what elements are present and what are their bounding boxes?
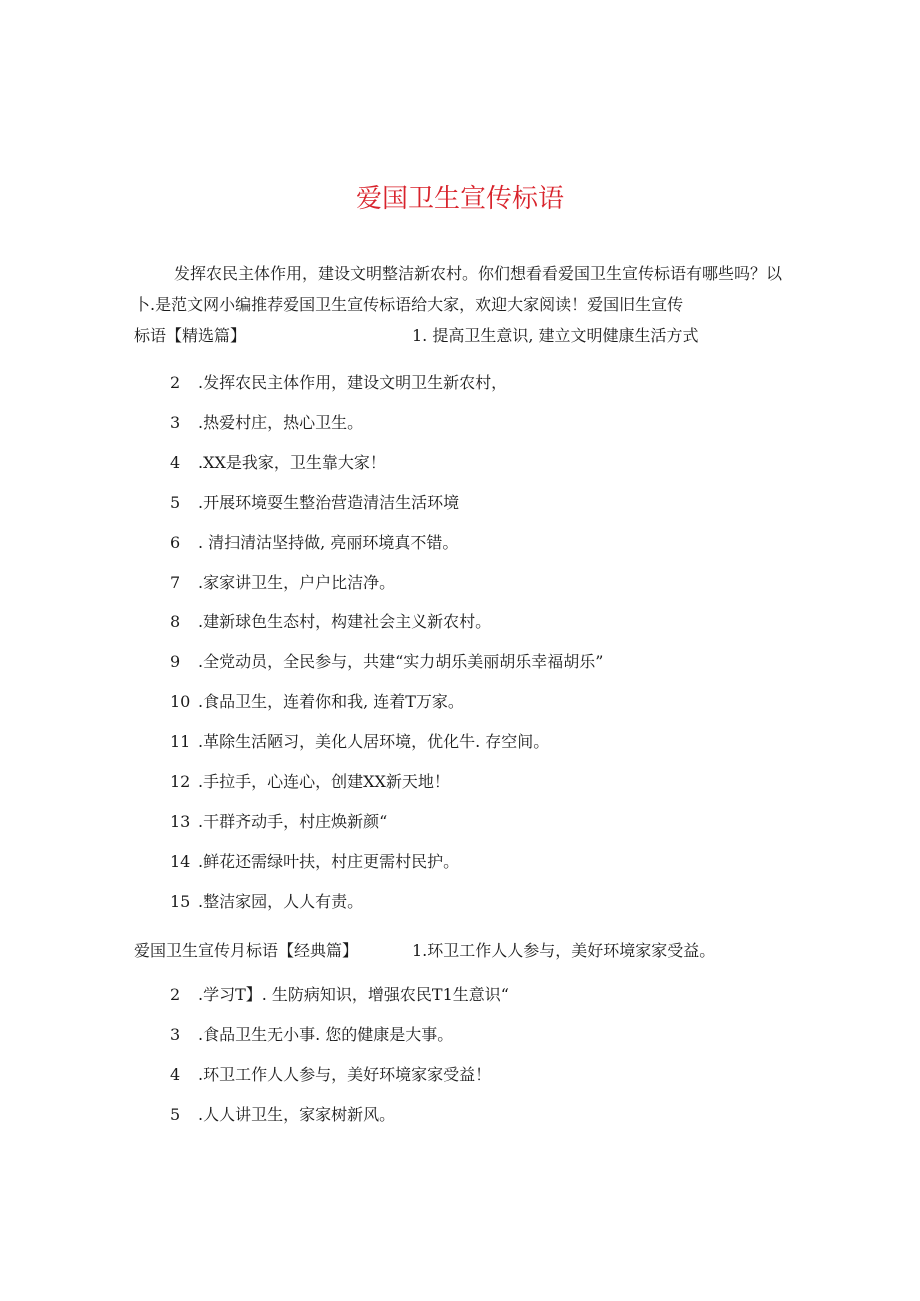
list-item xyxy=(170,413,363,433)
item-number: 11 xyxy=(170,732,191,752)
section2-header: 爱国卫生宣传月标语【经典篇】 xyxy=(134,941,359,960)
item-text: .鲜花还需绿叶扶，村庄更需村民护。 xyxy=(198,851,460,871)
item-number: 2 xyxy=(170,985,181,1004)
list-item xyxy=(170,533,458,553)
section2-heading-line xyxy=(134,941,715,961)
item-text: .XX是我家，卫生靠大家！ xyxy=(198,452,386,472)
list-item xyxy=(170,652,603,672)
section1-header: 标语【精选篇】 xyxy=(134,326,247,345)
list-item xyxy=(170,812,387,832)
item-text: .开展环境耍生整治营造清洁生活环境 xyxy=(198,492,460,512)
item-text: .食品卫生，连着你和我, 连着T万家。 xyxy=(198,692,464,712)
list-item xyxy=(170,612,491,632)
list-item xyxy=(170,985,509,1005)
list-item xyxy=(170,493,459,513)
item-text: .学习T】. 生防病知识，增强农民T1生意识“ xyxy=(198,985,509,1004)
list-item xyxy=(170,1025,453,1045)
list-item xyxy=(170,1105,395,1125)
item-text: .建新球色生态村，构建社会主义新农村。 xyxy=(198,612,492,632)
item-text: .热爱村庄，热心卫生。 xyxy=(198,412,364,432)
item-text: .环卫工作人人参与，美好环境家家受益！ xyxy=(198,1065,492,1084)
page-title: 爱国卫生宣传标语 xyxy=(355,184,564,214)
intro-paragraph xyxy=(134,258,784,351)
list-item xyxy=(170,573,395,593)
item-text: . 清扫清沽坚持做, 亮丽环境真不错。 xyxy=(198,532,459,552)
list-item xyxy=(170,453,386,473)
section1-first-item: 1. 提高卫生意识, 建立文明健康生活方式 xyxy=(412,326,699,345)
section1-heading-line xyxy=(134,320,784,351)
item-number: 4 xyxy=(170,452,181,472)
item-number: 6 xyxy=(170,532,181,552)
item-number: 8 xyxy=(170,612,181,632)
item-number: 12 xyxy=(170,772,191,791)
item-number: 7 xyxy=(170,572,181,592)
item-number: 15 xyxy=(170,891,191,911)
item-text: .整洁家园，人人有责。 xyxy=(198,891,364,911)
item-text: .人人讲卫生，家家树新风。 xyxy=(198,1105,396,1124)
item-text: .全党动员，全民参与，共建“实力胡乐美丽胡乐幸福胡乐” xyxy=(198,652,604,672)
item-text: .干群齐动手，村庄焕新颜“ xyxy=(198,811,388,831)
item-number: 2 xyxy=(170,373,181,392)
item-number: 5 xyxy=(170,492,181,512)
list-item xyxy=(170,732,549,752)
intro-text: 发挥农民主体作用，建设文明整洁新农村。你们想看看爱国卫生宣传标语有哪些吗？以卜.是范文网小编推荐爱国卫生宣传标语给大家，欢迎大家阅读！爱国旧生宣传 xyxy=(134,264,783,314)
item-number: 4 xyxy=(170,1065,181,1084)
list-item xyxy=(170,772,450,792)
list-item xyxy=(170,692,464,712)
item-number: 5 xyxy=(170,1105,181,1124)
item-text: .家家讲卫生，户户比洁净。 xyxy=(198,572,396,592)
item-number: 3 xyxy=(170,1025,181,1044)
section2-first-item: 1.环卫工作人人参与，美好环境家家受益。 xyxy=(412,941,716,960)
item-text: .发挥农民主体作用，建设文明卫生新农村， xyxy=(198,373,508,392)
list-item xyxy=(170,852,459,872)
item-number: 13 xyxy=(170,811,191,831)
item-text: .革除生活陋习，美化人居环境，优化牛. 存空间。 xyxy=(198,732,550,752)
item-number: 3 xyxy=(170,412,181,432)
list-item xyxy=(170,892,363,912)
item-number: 9 xyxy=(170,652,181,672)
list-item xyxy=(170,373,507,393)
item-text: .手拉手，心连心，创建XX新天地！ xyxy=(198,772,450,791)
item-number: 10 xyxy=(170,692,191,712)
item-number: 14 xyxy=(170,851,191,871)
item-text: .食品卫生无小事. 您的健康是大事。 xyxy=(198,1025,454,1044)
list-item xyxy=(170,1065,491,1085)
